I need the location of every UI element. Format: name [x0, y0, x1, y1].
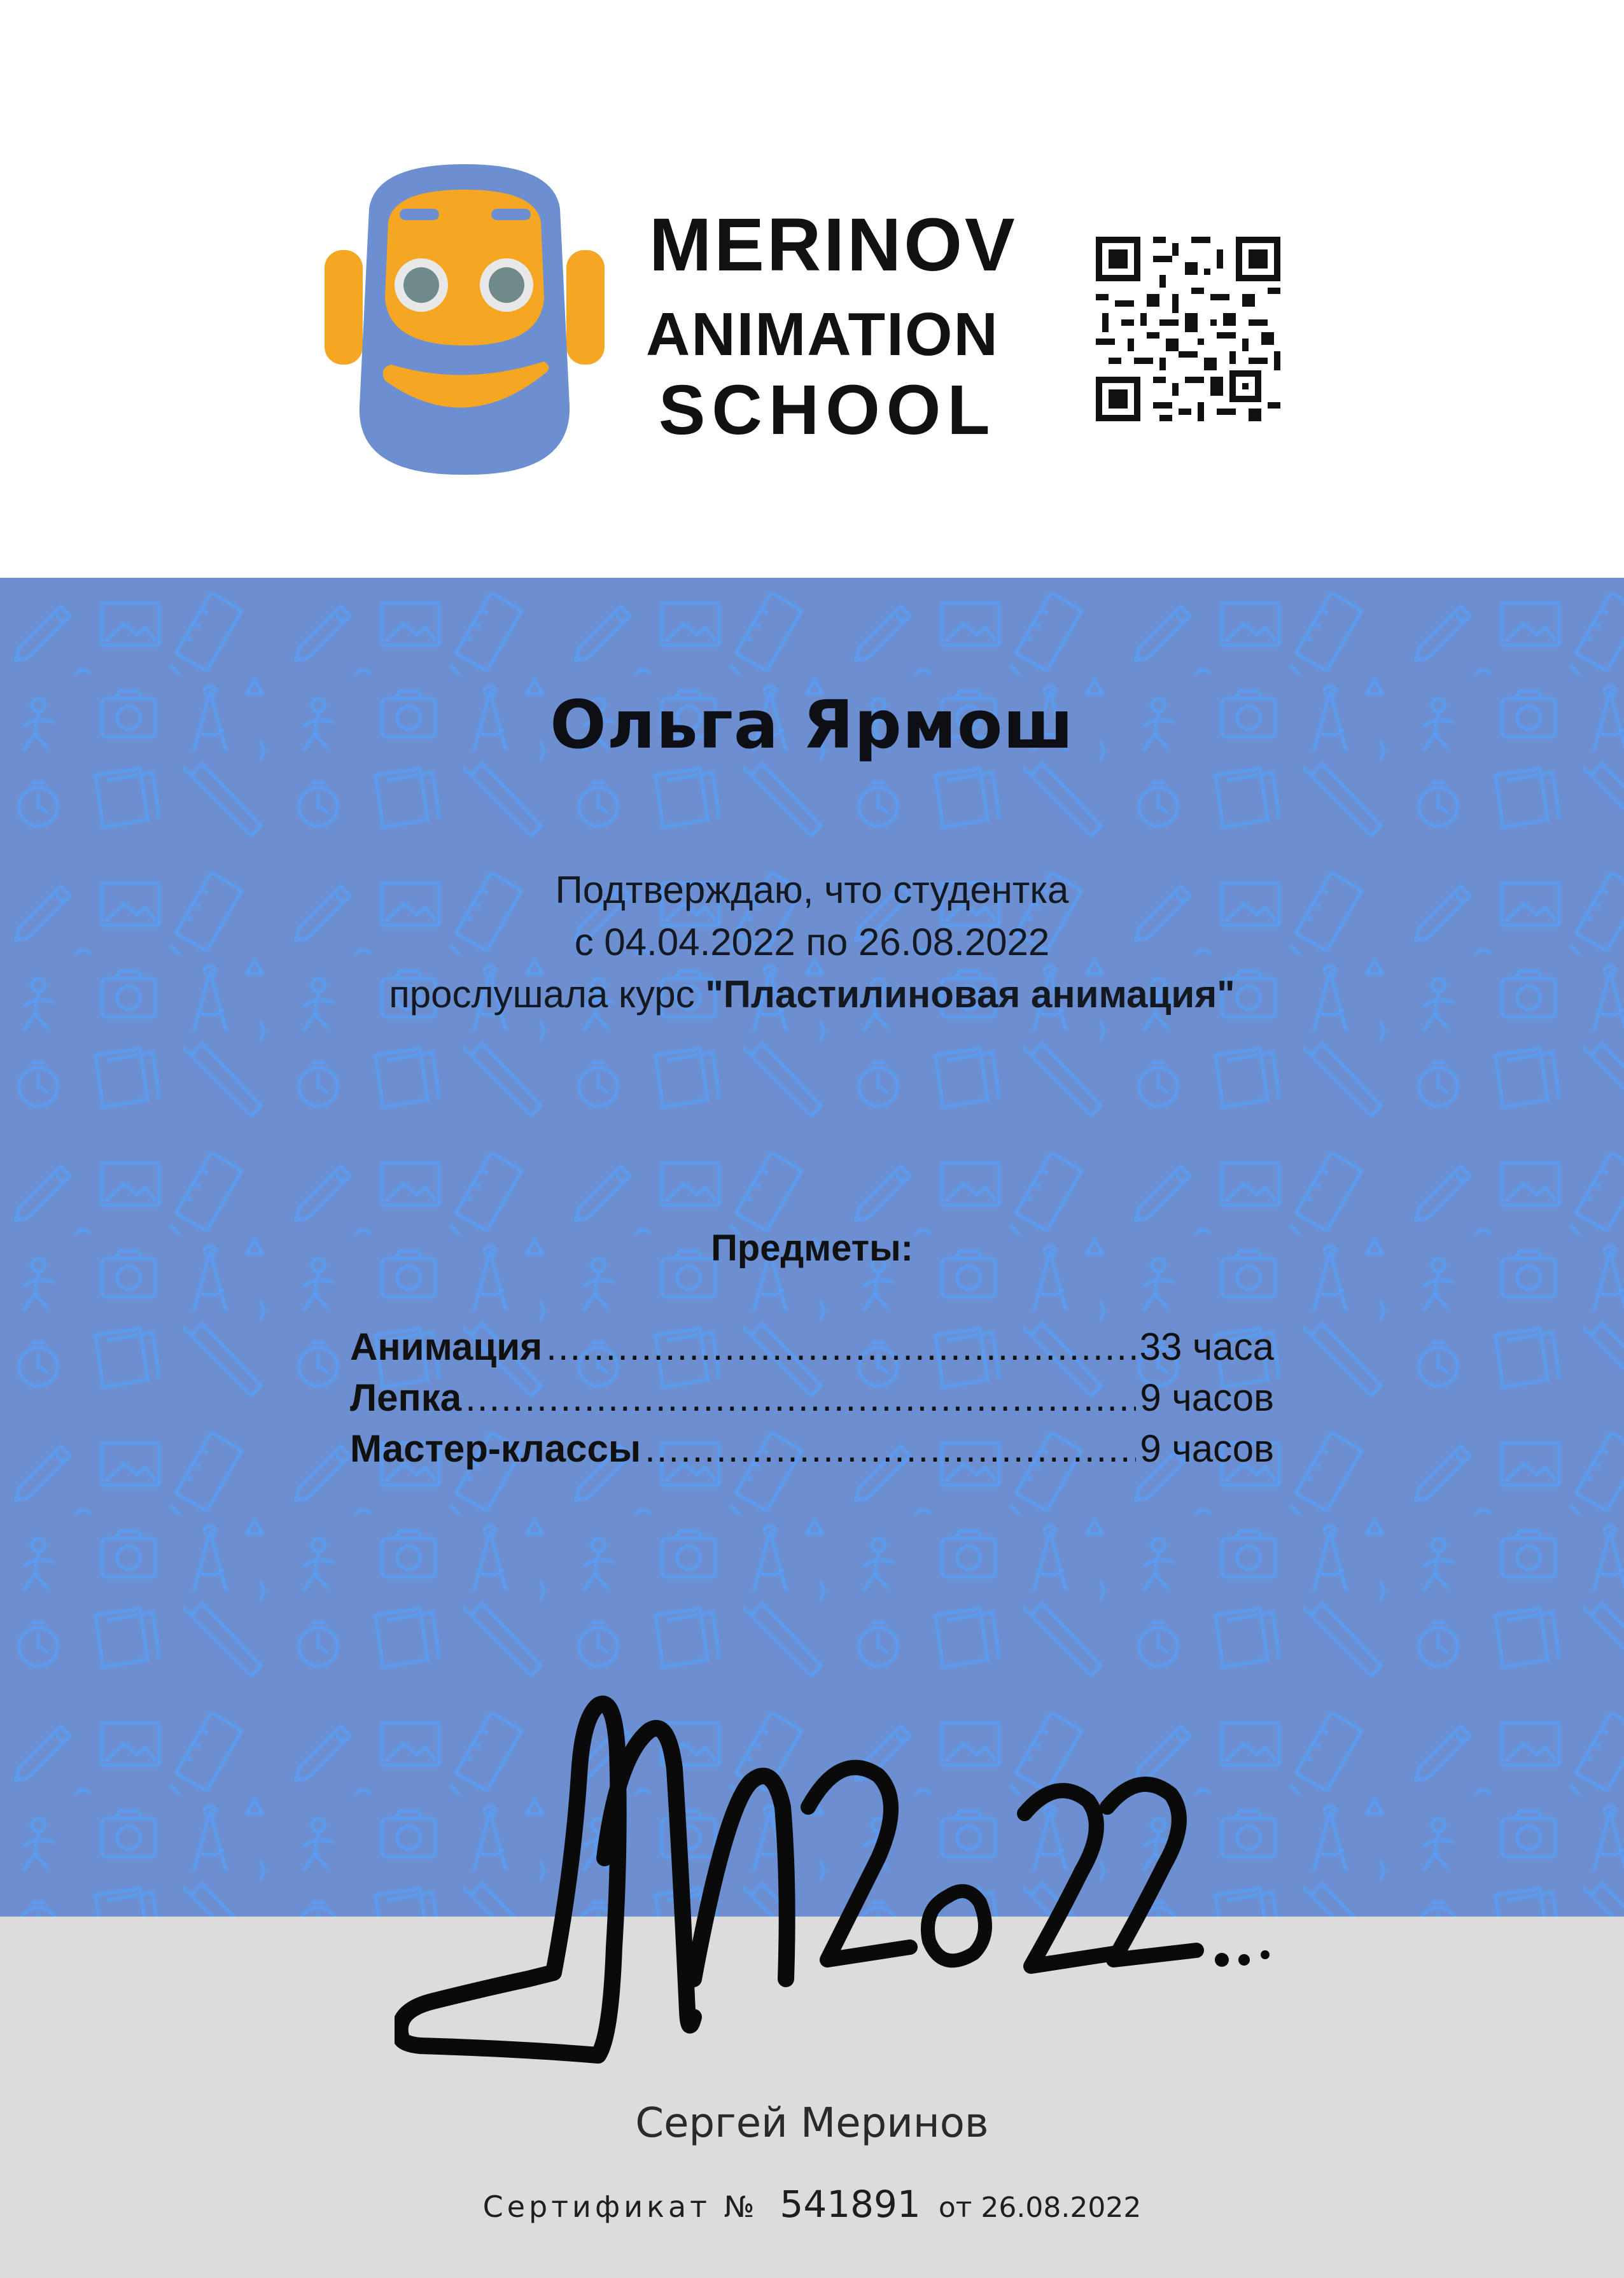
certificate-statement — [0, 864, 1624, 1021]
subject-hours: 9 часов — [1140, 1376, 1274, 1419]
mascot-logo-icon — [325, 164, 605, 476]
statement-line-3-prefix: прослушала курс — [389, 973, 706, 1016]
certificate-date: 26.08.2022 — [981, 2191, 1142, 2224]
student-name: Ольга Ярмош — [550, 686, 1074, 764]
subjects-title: Предметы: — [711, 1227, 913, 1269]
certificate-number-line — [0, 2183, 1624, 2226]
course-name: "Пластилиновая анимация" — [705, 973, 1235, 1016]
logo-line-2: ANIMATION — [646, 300, 999, 368]
dot-leader — [546, 1325, 1135, 1369]
logo-line-1: MERINOV — [649, 204, 1018, 287]
subject-row — [350, 1376, 1274, 1427]
dot-leader — [465, 1376, 1136, 1420]
subject-hours: 33 часа — [1139, 1325, 1274, 1368]
subject-name: Анимация — [350, 1325, 543, 1368]
date-prefix: от — [938, 2191, 972, 2224]
statement-line-3 — [0, 968, 1624, 1021]
subject-name: Лепка — [350, 1376, 462, 1419]
statement-line-2: с 04.04.2022 по 26.08.2022 — [574, 921, 1050, 963]
subjects-list — [350, 1325, 1274, 1478]
signature-icon — [395, 1680, 1285, 2087]
subject-row — [350, 1427, 1274, 1478]
subject-name: Мастер-классы — [350, 1427, 641, 1470]
subject-hours: 9 часов — [1140, 1427, 1274, 1470]
statement-line-1: Подтверждаю, что студентка — [555, 869, 1069, 911]
certificate-label: Сертификат № — [482, 2190, 759, 2224]
certificate-header — [0, 0, 1624, 578]
qr-code-icon — [1096, 237, 1280, 421]
signer-name: Сергей Меринов — [635, 2100, 989, 2147]
logo-line-3: SCHOOL — [659, 371, 997, 445]
certificate-number: 541891 — [780, 2183, 921, 2226]
school-logo-text — [643, 204, 1037, 445]
dot-leader — [645, 1427, 1136, 1471]
subject-row — [350, 1325, 1274, 1376]
